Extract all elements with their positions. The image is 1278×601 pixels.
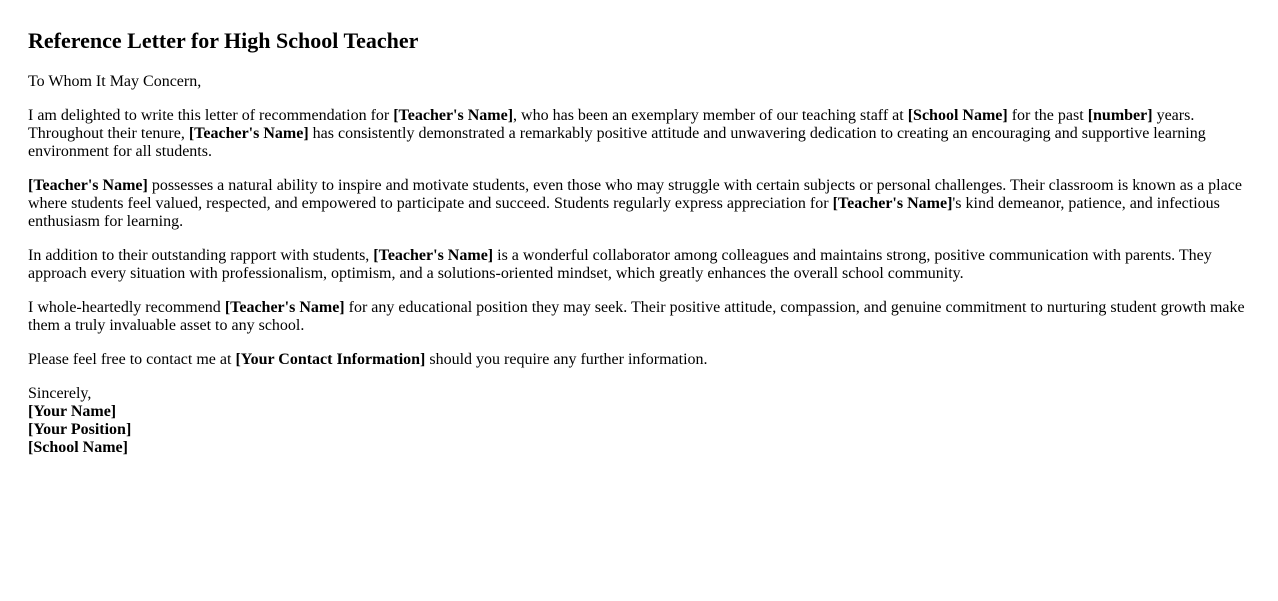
paragraph-abilities: [Teacher's Name] possesses a natural ability to inspire and motivate students, even those who may struggle with certain subjects or personal challenges. Their classroom is known as a place where students feel valued, respected, and empowered to participate and succeed. Students regularly express appreciation for [Teacher's Name]'s kind demeanor, patience, and infectious enthusiasm for learning. <box>28 177 1242 230</box>
page-title: Reference Letter for High School Teacher <box>28 28 419 53</box>
signature-block: Sincerely, [Your Name] [Your Position] [School Name] <box>28 385 132 456</box>
salutation: To Whom It May Concern, <box>28 73 202 90</box>
paragraph-introduction: I am delighted to write this letter of recommendation for [Teacher's Name], who has been an exemplary member of our teaching staff at [School Name] for the past [number] years. Throughout their tenure, [Teacher's Name] has consistently demonstrated a remarkably positive attitude and unwavering dedication to creating an encouraging and supportive learning environment for all students. <box>28 107 1206 160</box>
paragraph-contact: Please feel free to contact me at [Your Contact Information] should you require any further information. <box>28 351 708 368</box>
paragraph-recommendation: I whole-heartedly recommend [Teacher's Name] for any educational position they may seek. Their positive attitude, compassion, and genuine commitment to nurturing student growth make them a truly invaluable asset to any school. <box>28 299 1245 334</box>
paragraph-collaboration: In addition to their outstanding rapport with students, [Teacher's Name] is a wonderful collaborator among colleagues and maintains strong, positive communication with parents. They approach every situation with professionalism, optimism, and a solutions-oriented mindset, which greatly enhances the overall school community. <box>28 247 1212 282</box>
